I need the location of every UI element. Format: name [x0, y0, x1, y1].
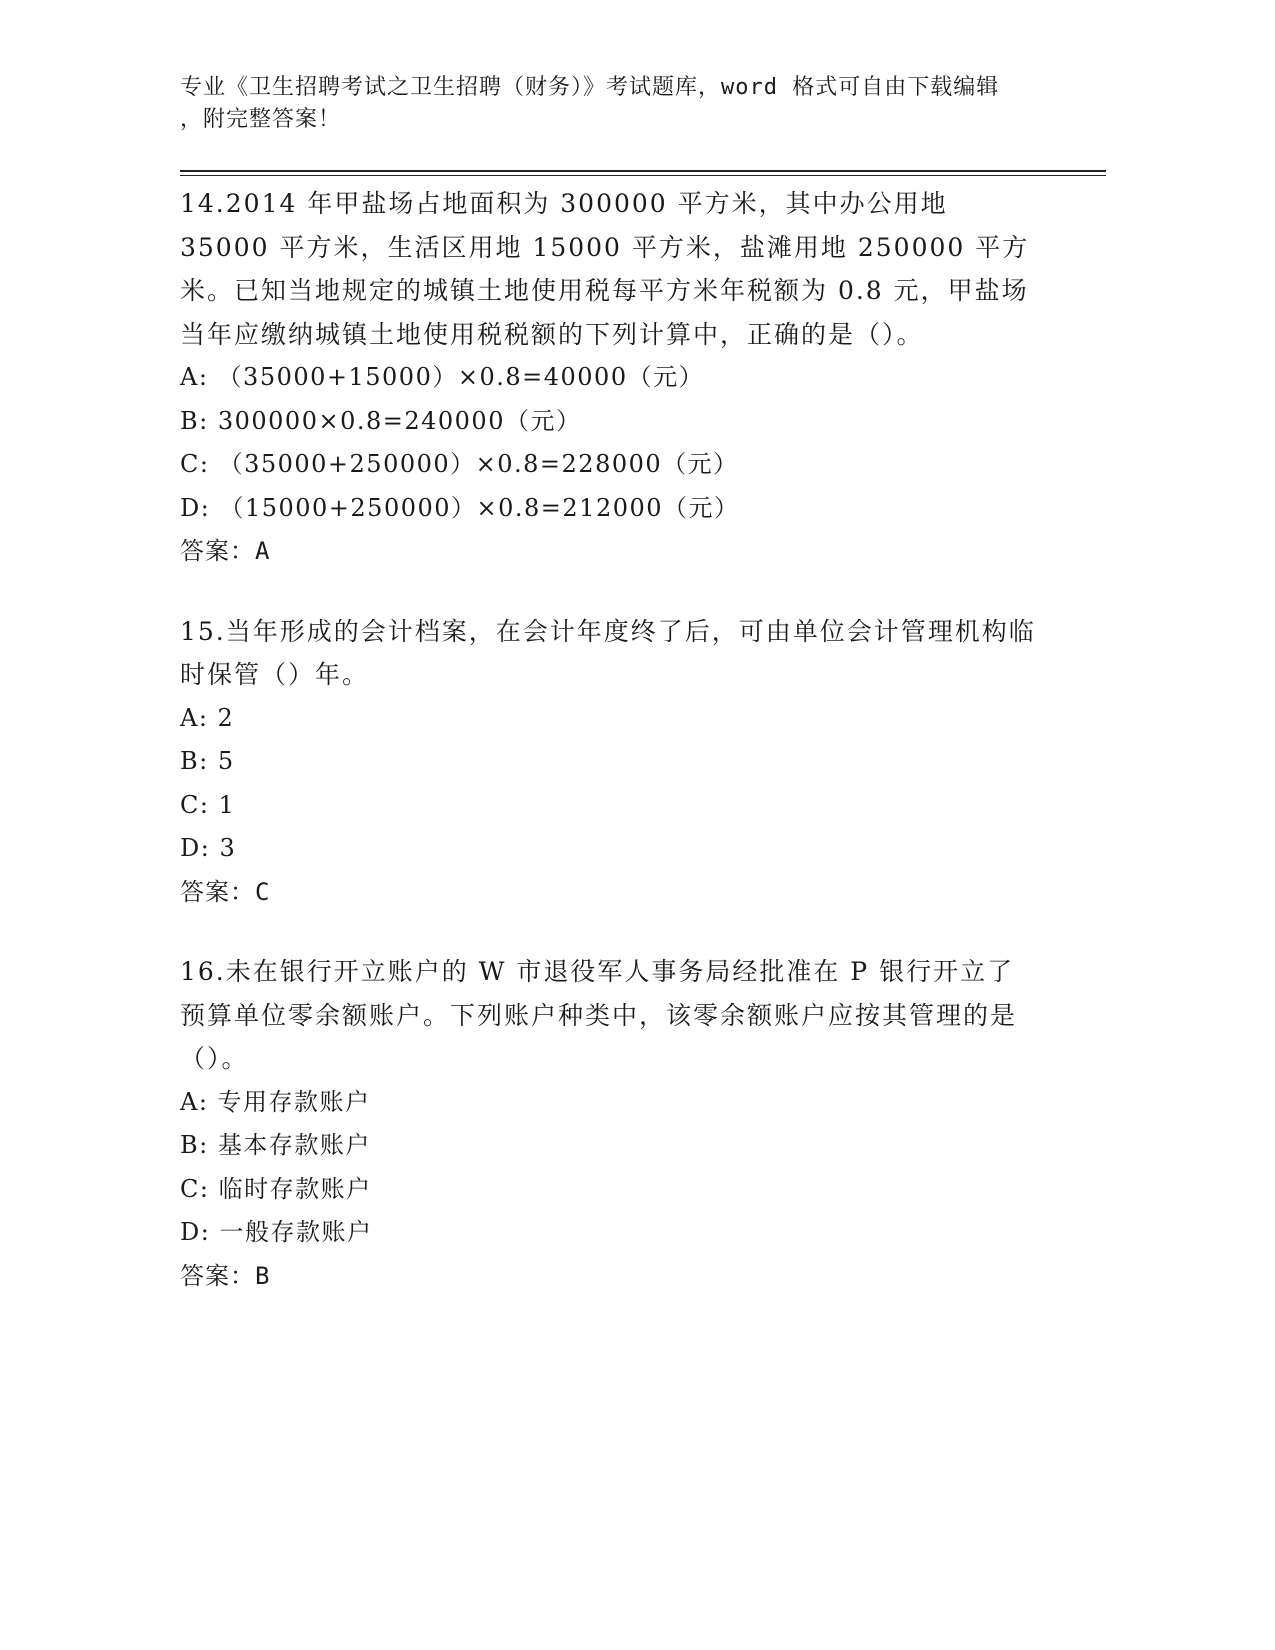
option-c: C: 临时存款账户 — [180, 1174, 372, 1203]
question-stem: 14.2014 年甲盐场占地面积为 300000 平方米，其中办公用地 35000 平方米，生活区用地 15000 平方米，盐滩用地 250000 平方米。已知当地规定的城镇土地使用税每平方米年税额为 0.8 元，甲盐场当年应缴纳城镇土地使用税税额的下列计算中，正确的是（）。 — [180, 189, 1030, 349]
option-a: A: （35000+15000）×0.8=40000（元） — [180, 363, 705, 391]
header-line-1: 专业《卫生招聘考试之卫生招聘（财务）》考试题库，word 格式可自由下载编辑 — [180, 75, 1000, 100]
option-b: B: 5 — [180, 747, 235, 775]
option-b: B: 基本存款账户 — [180, 1131, 371, 1159]
answer-line: 答案：A — [180, 537, 271, 565]
question-15 — [180, 610, 1040, 915]
option-a: A: 2 — [180, 703, 235, 732]
answer-line: 答案：B — [180, 1261, 271, 1290]
header-divider-bottom — [180, 175, 1106, 176]
answer-line: 答案：C — [180, 877, 271, 906]
option-d: D: 一般存款账户 — [180, 1218, 373, 1246]
option-c: C: 1 — [180, 790, 236, 819]
header-divider-top — [180, 170, 1106, 172]
option-b: B: 300000×0.8=240000（元） — [180, 406, 582, 435]
option-d: D: 3 — [180, 834, 237, 862]
document-header — [180, 72, 1040, 136]
option-d: D: （15000+250000）×0.8=212000（元） — [180, 493, 740, 522]
question-stem: 15.当年形成的会计档案，在会计年度终了后，可由单位会计管理机构临时保管（）年。 — [180, 616, 1036, 689]
header-line-2: ，附完整答案！ — [180, 107, 342, 132]
question-stem: 16.未在银行开立账户的 W 市退役军人事务局经批准在 P 银行开立了预算单位零余额账户。下列账户种类中，该零余额账户应按其管理的是（）。 — [180, 957, 1018, 1073]
question-16 — [180, 950, 1040, 1298]
option-a: A: 专用存款账户 — [180, 1087, 371, 1116]
option-c: C: （35000+250000）×0.8=228000（元） — [180, 450, 739, 478]
question-14 — [180, 182, 1040, 574]
question-list — [180, 182, 1040, 1334]
